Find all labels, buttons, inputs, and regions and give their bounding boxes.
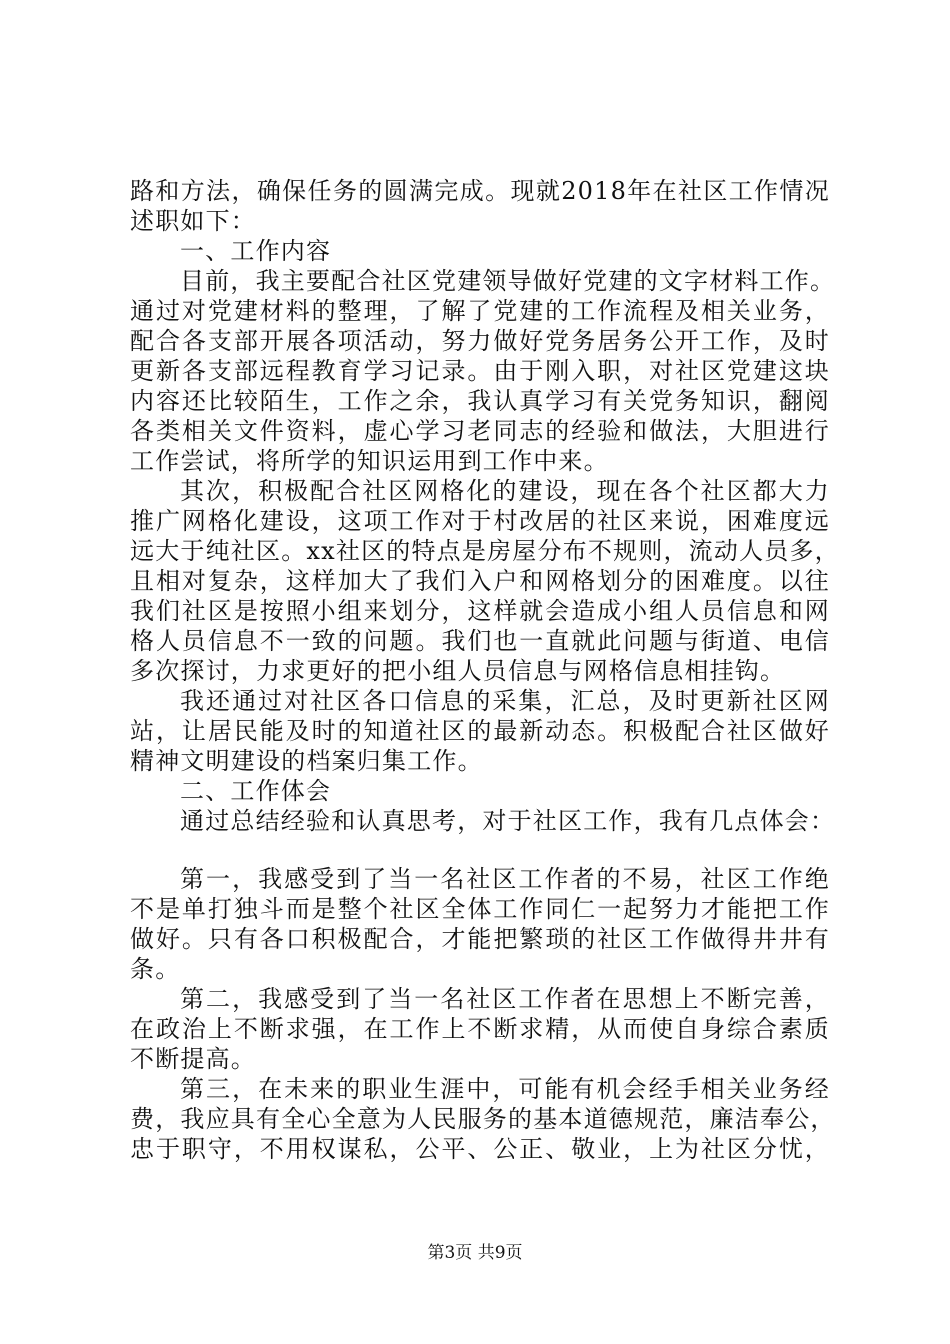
text-line: 第二，我感受到了当一名社区工作者在思想上不断完善，: [180, 985, 830, 1013]
text-line: 各类相关文件资料，虚心学习老同志的经验和做法，大胆进行: [130, 417, 830, 445]
text-line: 远大于纯社区。xx社区的特点是房屋分布不规则，流动人员多，: [130, 537, 840, 565]
text-line: 我们社区是按照小组来划分，这样就会造成小组人员信息和网: [130, 597, 830, 625]
text-line: 且相对复杂，这样加大了我们入户和网格划分的困难度。以往: [130, 567, 830, 595]
text-line: 路和方法，确保任务的圆满完成。现就2018年在社区工作情况: [130, 177, 830, 205]
text-line: 目前，我主要配合社区党建领导做好党建的文字材料工作。: [180, 267, 836, 295]
text-line: 费，我应具有全心全意为人民服务的基本道德规范，廉洁奉公，: [130, 1105, 836, 1133]
page-footer: 第3页 共9页: [427, 1243, 523, 1263]
document-body: [130, 176, 840, 1164]
text-line: 二、工作体会: [180, 777, 332, 805]
text-line: 第一，我感受到了当一名社区工作者的不易，社区工作绝: [180, 865, 830, 893]
text-line: 不断提高。: [130, 1045, 256, 1073]
text-line: 配合各支部开展各项活动，努力做好党务居务公开工作，及时: [130, 327, 830, 355]
blank-line: [130, 836, 830, 864]
text-line: 格人员信息不一致的问题。我们也一直就此问题与街道、电信: [130, 627, 830, 655]
text-line: 忠于职守，不用权谋私，公平、公正、敬业，上为社区分忧，: [130, 1135, 830, 1163]
text-line: 多次探讨，力求更好的把小组人员信息与网格信息相挂钩。: [130, 657, 786, 685]
text-line: 更新各支部远程教育学习记录。由于刚入职，对社区党建这块: [130, 357, 830, 385]
text-line: 一、工作内容: [180, 237, 332, 265]
text-line: 内容还比较陌生，工作之余，我认真学习有关党务知识，翻阅: [130, 387, 830, 415]
text-line: 推广网格化建设，这项工作对于村改居的社区来说，困难度远: [130, 507, 830, 535]
text-line: 做好。只有各口积极配合，才能把繁琐的社区工作做得井井有: [130, 925, 830, 953]
text-line: 其次，积极配合社区网格化的建设，现在各个社区都大力: [180, 477, 830, 505]
text-line: 第三，在未来的职业生涯中，可能有机会经手相关业务经: [180, 1075, 830, 1103]
text-line: 我还通过对社区各口信息的采集，汇总，及时更新社区网: [180, 687, 830, 715]
text-line: 站，让居民能及时的知道社区的最新动态。积极配合社区做好: [130, 717, 830, 745]
text-line: 在政治上不断求强，在工作上不断求精，从而使自身综合素质: [130, 1015, 830, 1043]
text-line: 精神文明建设的档案归集工作。: [130, 747, 483, 775]
text-line: 通过对党建材料的整理，了解了党建的工作流程及相关业务，: [130, 297, 830, 325]
text-line: 条。: [130, 955, 181, 983]
text-line: 述职如下：: [130, 207, 256, 235]
text-line: 工作尝试，将所学的知识运用到工作中来。: [130, 447, 609, 475]
text-line: 通过总结经验和认真思考，对于社区工作，我有几点体会：: [180, 807, 836, 835]
text-line: 不是单打独斗而是整个社区全体工作同仁一起努力才能把工作: [130, 895, 830, 923]
